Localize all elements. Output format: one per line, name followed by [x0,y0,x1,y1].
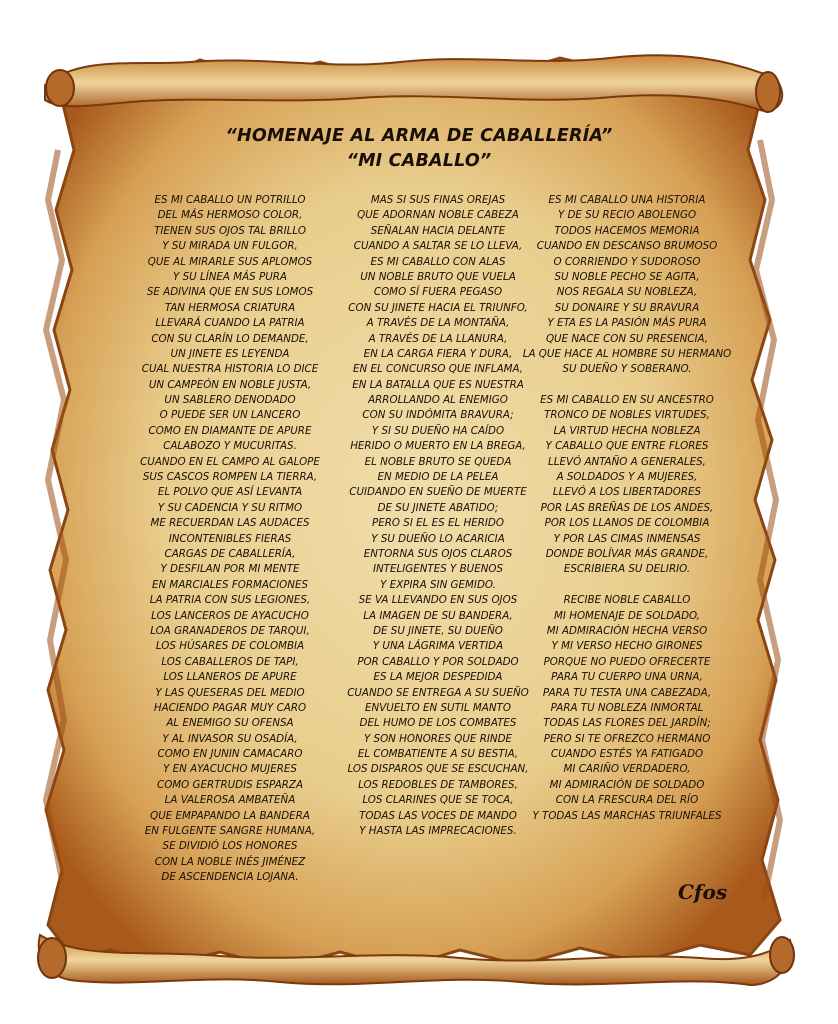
poem-line: UN JINETE ES LEYENDA [170,347,290,360]
poem-line: QUE NACE CON SU PRESENCIA, [545,332,709,345]
poem-line: Y SU DUEÑO LO ACARICIA [371,532,505,545]
poem-line: Y CABALLO QUE ENTRE FLORES [545,440,709,453]
poem-line: DE SU JINETE, SU DUEÑO [373,624,503,637]
poem-line: Y HASTA LAS IMPRECACIONES. [359,825,517,838]
poem-title-line2: “MI CABALLO” [346,151,492,171]
poem-line: EL POLVO QUE ASÍ LEVANTA [157,486,303,499]
poem-line: EN MEDIO DE LA PELEA [377,471,499,484]
poem-line: TODOS HACEMOS MEMORIA [554,224,700,237]
poem-line: INCONTENIBLES FIERAS [168,532,292,545]
poem-line: POR LAS BREÑAS DE LOS ANDES, [540,501,714,514]
poem-line: DE SU JINETE ABATIDO; [377,501,499,514]
poem-line: LA IMAGEN DE SU BANDERA, [363,609,513,622]
bottom-left-roll-end [38,938,66,978]
poem-line: Y SU CADENCIA Y SU RITMO [157,501,303,514]
poem-line: PARA TU NOBLEZA INMORTAL [550,701,704,714]
poem-line: CUAL NUESTRA HISTORIA LO DICE [141,363,319,376]
poem-line: PERO SI TE OFREZCO HERMANO [543,732,711,745]
poem-line: QUE ADORNAN NOBLE CABEZA [357,209,519,222]
poem-line: INTELIGENTES Y BUENOS [372,563,504,576]
poem-line: CUANDO ESTÉS YA FATIGADO [550,748,704,761]
poem-line: CUIDANDO EN SUEÑO DE MUERTE [349,486,527,499]
poem-line: LOS CLARINES QUE SE TOCA, [362,794,514,807]
poem-line: PERO SI EL ES EL HERIDO [372,517,504,530]
poem-line: COMO SÍ FUERA PEGASO [373,286,503,299]
poem-line: Y LAS QUESERAS DEL MEDIO [155,686,305,699]
poem-line: UN CAMPEÓN EN NOBLE JUSTA, [148,378,312,391]
author-signature: Cfos [678,880,728,904]
poem-column-3 [505,193,749,824]
poem-line: CUANDO EN EL CAMPO AL GALOPE [140,455,320,468]
poem-line: Y AL INVASOR SU OSADÍA, [162,732,298,745]
poem-line: EN MARCIALES FORMACIONES [151,578,309,591]
poem-line: PARA TU CUERPO UNA URNA, [551,671,703,684]
poem-line: MAS SI SUS FINAS OREJAS [370,194,506,206]
poem-line: NOS REGALA SU NOBLEZA, [556,286,698,299]
poem-line: COMO EN JUNIN CAMACARO [157,748,303,761]
poem-line: CALABOZO Y MUCURITAS. [163,440,297,453]
poem-line: SEÑALAN HACIA DELANTE [370,224,506,237]
poem-line: QUE EMPAPANDO LA BANDERA [150,809,310,822]
poem-line: LOS LANCEROS DE AYACUCHO [151,609,309,622]
poem-line: LOS DISPAROS QUE SE ESCUCHAN, [347,763,529,776]
poem-line: EN LA CARGA FIERA Y DURA, [363,347,513,360]
poem-line: QUE AL MIRARLE SUS APLOMOS [147,255,313,268]
poem-line: TODAS LAS VOCES DE MANDO [359,809,517,822]
poem-line: MI ADMIRACIÓN HECHA VERSO [546,624,708,637]
poem-line: DEL HUMO DE LOS COMBATES [359,717,517,730]
poem-line: O PUEDE SER UN LANCERO [159,409,301,422]
poem-line: Y SU MIRADA UN FULGOR, [162,240,298,253]
poem-line: ES MI CABALLO UNA HISTORIA [548,194,706,206]
poem-line: Y DESFILAN POR MI MENTE [160,563,300,576]
poem-line: EL NOBLE BRUTO SE QUEDA [364,455,512,468]
poem-line: RECIBE NOBLE CABALLO [563,594,691,607]
poem-line [505,578,749,593]
poem-line: Y EXPIRA SIN GEMIDO. [380,578,496,591]
poem-line: LLEVARÁ CUANDO LA PATRIA [155,317,305,330]
poem-line: EN FULGENTE SANGRE HUMANA, [144,825,316,838]
poem-line: LLEVÓ A LOS LIBERTADORES [552,486,702,499]
poem-line: SE ADIVINA QUE EN SUS LOMOS [146,286,314,299]
poem-line: LOS CABALLEROS DE TAPI, [161,655,299,668]
poem-line: CUANDO SE ENTREGA A SU SUEÑO [347,686,529,699]
poem-line: DEL MÁS HERMOSO COLOR, [157,209,303,222]
poem-line: ME RECUERDAN LAS AUDACES [150,517,310,530]
poem-line: POR CABALLO Y POR SOLDADO [357,655,519,668]
poem-line: COMO GERTRUDIS ESPARZA [157,778,303,791]
poem-line: MI ADMIRACIÓN DE SOLDADO [549,778,705,791]
poem-line: CON SU CLARÍN LO DEMANDE, [151,332,309,345]
top-left-roll-end [46,70,74,106]
poem-line: LA VALEROSA AMBATEÑA [164,794,296,807]
poem-line: MI HOMENAJE DE SOLDADO, [554,609,700,622]
poem-line: LA PATRIA CON SUS LEGIONES, [149,594,311,607]
poem-line: LLEVÓ ANTAÑO A GENERALES, [548,455,706,468]
poem-line: SE DIVIDIÓ LOS HONORES [162,840,298,853]
poem-line: UN SABLERO DENODADO [164,394,296,407]
poem-line: ARROLLANDO AL ENEMIGO [368,394,508,407]
poem-line: Y ETA ES LA PASIÓN MÁS PURA [547,317,707,330]
poem-line: O CORRIENDO Y SUDOROSO [553,255,701,268]
poem-line: SU NOBLE PECHO SE AGITA, [554,270,700,283]
poem-line: Y DE SU RECIO ABOLENGO [557,209,697,222]
poem-line: CUANDO EN DESCANSO BRUMOSO [536,240,718,253]
poem-line: TIENEN SUS OJOS TAL BRILLO [154,224,306,237]
poem-line: Y MI VERSO HECHO GIRONES [551,640,703,653]
poem-line: PORQUE NO PUEDO OFRECERTE [543,655,711,668]
poem-line: SU DUEÑO Y SOBERANO. [562,363,692,376]
poem-line: ES MI CABALLO UN POTRILLO [154,194,306,206]
poem-title-line1: “HOMENAJE AL ARMA DE CABALLERÍA” [225,126,613,146]
poem-line: AL ENEMIGO SU OFENSA [166,717,294,730]
poem-line: COMO EN DIAMANTE DE APURE [148,424,312,437]
poem-line: EN LA BATALLA QUE ES NUESTRA [352,378,524,391]
poem-line: ENVUELTO EN SUTIL MANTO [365,701,511,714]
poem-line: PARA TU TESTA UNA CABEZADA, [542,686,712,699]
poem-line: CON SU INDÓMITA BRAVURA; [362,409,514,422]
poem-line: CUANDO A SALTAR SE LO LLEVA, [353,240,523,253]
poem-line: ESCRIBIERA SU DELIRIO. [563,563,691,576]
poem-line: A TRAVÉS DE LA LLANURA, [368,332,508,345]
poem-line [505,378,749,393]
poem-line: A SOLDADOS Y A MUJERES, [556,471,698,484]
poem-line: HERIDO O MUERTO EN LA BREGA, [350,440,526,453]
poem-line: SU DONAIRE Y SU BRAVURA [554,301,700,314]
poem-line: Y SI SU DUEÑO HA CAÍDO [371,424,505,437]
poem-line: CON SU JINETE HACIA EL TRIUNFO, [348,301,528,314]
poem-line: SE VA LLEVANDO EN SUS OJOS [358,594,518,607]
poem-line: LOS LLANEROS DE APURE [163,671,297,684]
poem-line: EL COMBATIENTE A SU BESTIA, [357,748,519,761]
poem-line: LA QUE HACE AL HOMBRE SU HERMANO [522,347,732,360]
poem-line: ES MI CABALLO EN SU ANCESTRO [540,394,714,407]
poem-line: UN NOBLE BRUTO QUE VUELA [360,270,516,283]
poem-line: DONDE BOLÍVAR MÁS GRANDE, [545,547,709,560]
poem-line: DE ASCENDENCIA LOJANA. [161,871,299,884]
poem-line: TAN HERMOSA CRIATURA [164,301,296,314]
bottom-right-roll-end [770,937,794,973]
poem-line: ES MI CABALLO CON ALAS [370,255,506,268]
poem-line: POR LOS LLANOS DE COLOMBIA [544,517,710,530]
poem-line: CON LA NOBLE INÉS JIMÉNEZ [154,855,306,868]
poem-line: Y SU LÍNEA MÁS PURA [173,270,287,283]
poem-line: Y SON HONORES QUE RINDE [363,732,513,745]
top-right-roll-end [756,72,780,112]
poem-line: LA VIRTUD HECHA NOBLEZA [553,424,701,437]
poem-line: Y TODAS LAS MARCHAS TRIUNFALES [532,809,722,822]
poem-line: TODAS LAS FLORES DEL JARDÍN; [543,717,711,730]
poem-line: ES LA MEJOR DESPEDIDA [373,671,503,684]
poem-line: Y UNA LÁGRIMA VERTIDA [372,640,504,653]
poem-line: Y EN AYACUCHO MUJERES [163,763,297,776]
poem-line: LOS REDOBLES DE TAMBORES, [358,778,518,791]
poem-line: LOA GRANADEROS DE TARQUI, [150,624,310,637]
poem-line: SUS CASCOS ROMPEN LA TIERRA, [142,471,318,484]
poem-line: MI CARIÑO VERDADERO, [563,763,691,776]
poem-line: LOS HÚSARES DE COLOMBIA [155,640,305,653]
poem-line: HACIENDO PAGAR MUY CARO [153,701,307,714]
poem-line: EN EL CONCURSO QUE INFLAMA, [352,363,524,376]
poem-line: CON LA FRESCURA DEL RÍO [555,794,699,807]
poem-line: ENTORNA SUS OJOS CLAROS [363,547,513,560]
poem-line: A TRAVÉS DE LA MONTAÑA, [366,317,510,330]
poem-line: CARGAS DE CABALLERÍA, [164,547,296,560]
poem-line: Y POR LAS CIMAS INMENSAS [553,532,701,545]
poem-line: TRONCO DE NOBLES VIRTUDES, [544,409,710,422]
